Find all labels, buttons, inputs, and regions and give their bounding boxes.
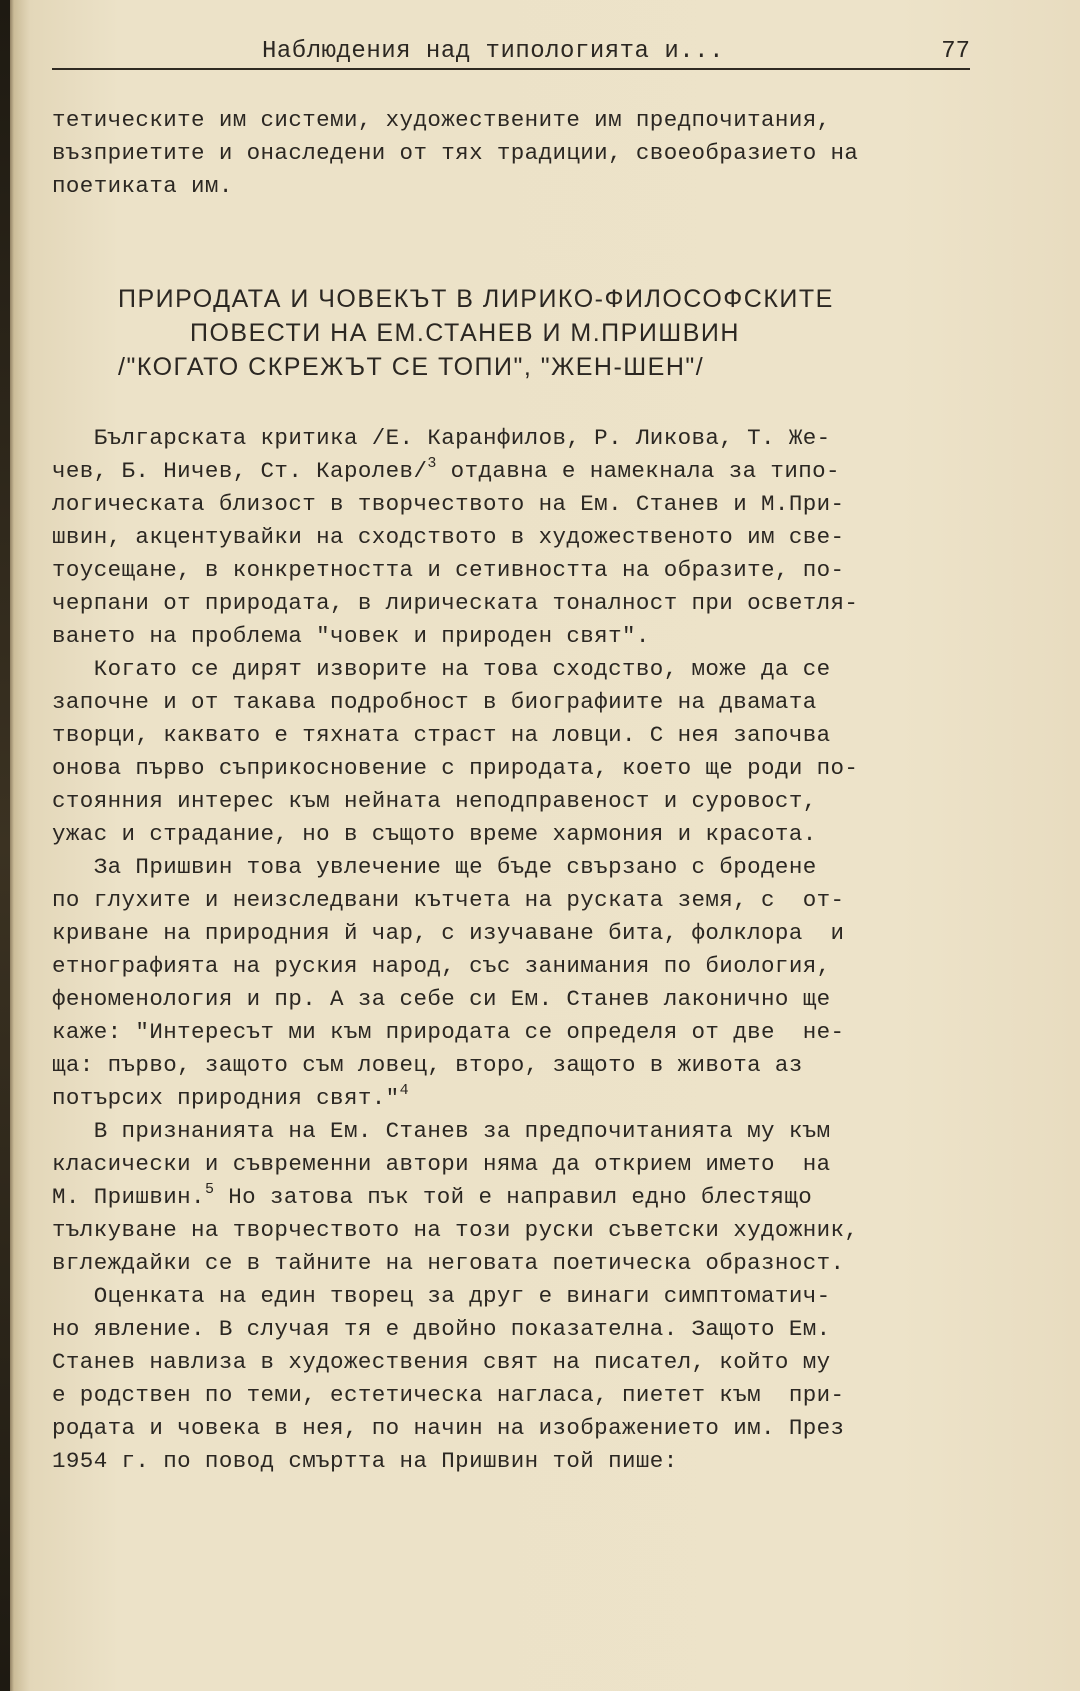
line-text: логическата близост в творчеството на Ем. Станев и М.При- xyxy=(52,491,845,517)
text-line xyxy=(52,488,972,521)
text-line xyxy=(52,1016,972,1049)
running-header xyxy=(52,38,970,70)
text-line xyxy=(52,1115,972,1148)
text-line xyxy=(52,1148,972,1181)
line-text-after-footnote: Но затова пък той е направил едно блестящо xyxy=(214,1184,813,1210)
footnote-marker: 4 xyxy=(399,1082,409,1099)
heading-line: ПРИРОДАТА И ЧОВЕКЪТ В ЛИРИКО-ФИЛОСОФСКИТЕ xyxy=(118,285,834,313)
body-text xyxy=(52,422,972,1478)
text-line xyxy=(52,1247,972,1280)
line-text: В признанията на Ем. Станев за предпочитанията му към xyxy=(52,1118,831,1144)
line-text: е родствен по теми, естетическа нагласа, пиетет към при- xyxy=(52,1382,845,1408)
text-line xyxy=(52,1313,972,1346)
text-line xyxy=(52,719,972,752)
text-line xyxy=(52,422,972,455)
page-number: 77 xyxy=(941,38,970,65)
footnote-marker: 3 xyxy=(427,455,437,472)
text-line xyxy=(52,653,972,686)
text-line: тетическите им системи, художествените им предпочитания, xyxy=(52,107,831,133)
line-text: онова първо съприкосновение с природата, което ще роди по- xyxy=(52,755,859,781)
line-text: каже: "Интересът ми към природата се определя от две не- xyxy=(52,1019,845,1045)
line-text: ща: първо, защото съм ловец, второ, защото в живота аз xyxy=(52,1052,803,1078)
text-line xyxy=(52,620,972,653)
text-line xyxy=(52,1379,972,1412)
line-text: швин, акцентувайки на сходството в художественото им све- xyxy=(52,524,845,550)
text-line xyxy=(52,1412,972,1445)
running-title: Наблюдения над типологията и... xyxy=(262,38,724,65)
text-line xyxy=(52,1346,972,1379)
heading-line: /"КОГАТО СКРЕЖЪТ СЕ ТОПИ", "ЖЕН-ШЕН"/ xyxy=(118,353,705,381)
text-line xyxy=(52,521,972,554)
line-text: по глухите и неизследвани кътчета на руската земя, с от- xyxy=(52,887,845,913)
text-line xyxy=(52,785,972,818)
line-text: вглеждайки се в тайните на неговата поетическа образност. xyxy=(52,1250,845,1276)
text-line xyxy=(52,950,972,983)
line-text: чев, Б. Ничев, Ст. Каролев/ xyxy=(52,458,428,484)
text-line xyxy=(52,1445,972,1478)
line-text: Станев навлиза в художествения свят на писател, който му xyxy=(52,1349,831,1375)
text-line xyxy=(52,455,972,488)
section-heading xyxy=(118,282,938,384)
book-binding-edge xyxy=(0,0,10,1691)
line-text: М. Пришвин. xyxy=(52,1184,205,1210)
line-text: За Пришвин това увлечение ще бъде свързано с бродене xyxy=(52,854,817,880)
line-text-after-footnote: отдавна е намекнала за типо- xyxy=(436,458,840,484)
text-line xyxy=(52,818,972,851)
line-text: родата и човека в нея, по начин на изображението им. През xyxy=(52,1415,845,1441)
text-line xyxy=(52,884,972,917)
text-line xyxy=(52,587,972,620)
line-text: Българската критика /Е. Каранфилов, Р. Ликова, Т. Же- xyxy=(52,425,831,451)
line-text: феноменология и пр. А за себе си Ем. Станев лаконично ще xyxy=(52,986,831,1012)
text-line xyxy=(52,1214,972,1247)
text-line xyxy=(52,752,972,785)
line-text: стоянния интерес към нейната неподправеност и суровост, xyxy=(52,788,817,814)
line-text: ването на проблема "човек и природен свят". xyxy=(52,623,650,649)
line-text: ужас и страдание, но в същото време хармония и красота. xyxy=(52,821,817,847)
line-text: Оценката на един творец за друг е винаги симптоматич- xyxy=(52,1283,831,1309)
text-line xyxy=(52,554,972,587)
text-line xyxy=(52,1280,972,1313)
line-text: започне и от такава подробност в биографиите на двамата xyxy=(52,689,817,715)
line-text: 1954 г. по повод смъртта на Пришвин той пише: xyxy=(52,1448,678,1474)
line-text: криване на природния й чар, с изучаване бита, фолклора и xyxy=(52,920,845,946)
text-line xyxy=(52,686,972,719)
line-text: класически и съвременни автори няма да открием името на xyxy=(52,1151,831,1177)
line-text: черпани от природата, в лирическата тоналност при осветля- xyxy=(52,590,859,616)
text-line xyxy=(52,917,972,950)
footnote-marker: 5 xyxy=(204,1181,215,1198)
text-line: възприетите и онаследени от тях традиции, своеобразието на xyxy=(52,140,859,166)
line-text: тълкуване на творчеството на този руски съветски художник, xyxy=(52,1217,859,1243)
line-text: Когато се дирят изворите на това сходство, може да се xyxy=(52,656,831,682)
text-line xyxy=(52,1181,972,1214)
line-text: но явление. В случая тя е двойно показателна. Защото Ем. xyxy=(52,1316,831,1342)
text-line xyxy=(52,983,972,1016)
heading-line: ПОВЕСТИ НА ЕМ.СТАНЕВ И М.ПРИШВИН xyxy=(190,319,740,347)
text-line xyxy=(52,1082,972,1115)
header-rule xyxy=(52,68,970,70)
text-line xyxy=(52,851,972,884)
text-line xyxy=(52,1049,972,1082)
line-text: етнографията на руския народ, със занимания по биология, xyxy=(52,953,831,979)
line-text: творци, каквато е тяхната страст на ловци. С нея започва xyxy=(52,722,831,748)
line-text: тоусещане, в конкретността и сетивността на образите, по- xyxy=(52,557,845,583)
line-text: потърсих природния свят." xyxy=(52,1085,400,1111)
text-line: поетиката им. xyxy=(52,173,233,199)
continuation-paragraph xyxy=(52,104,972,203)
